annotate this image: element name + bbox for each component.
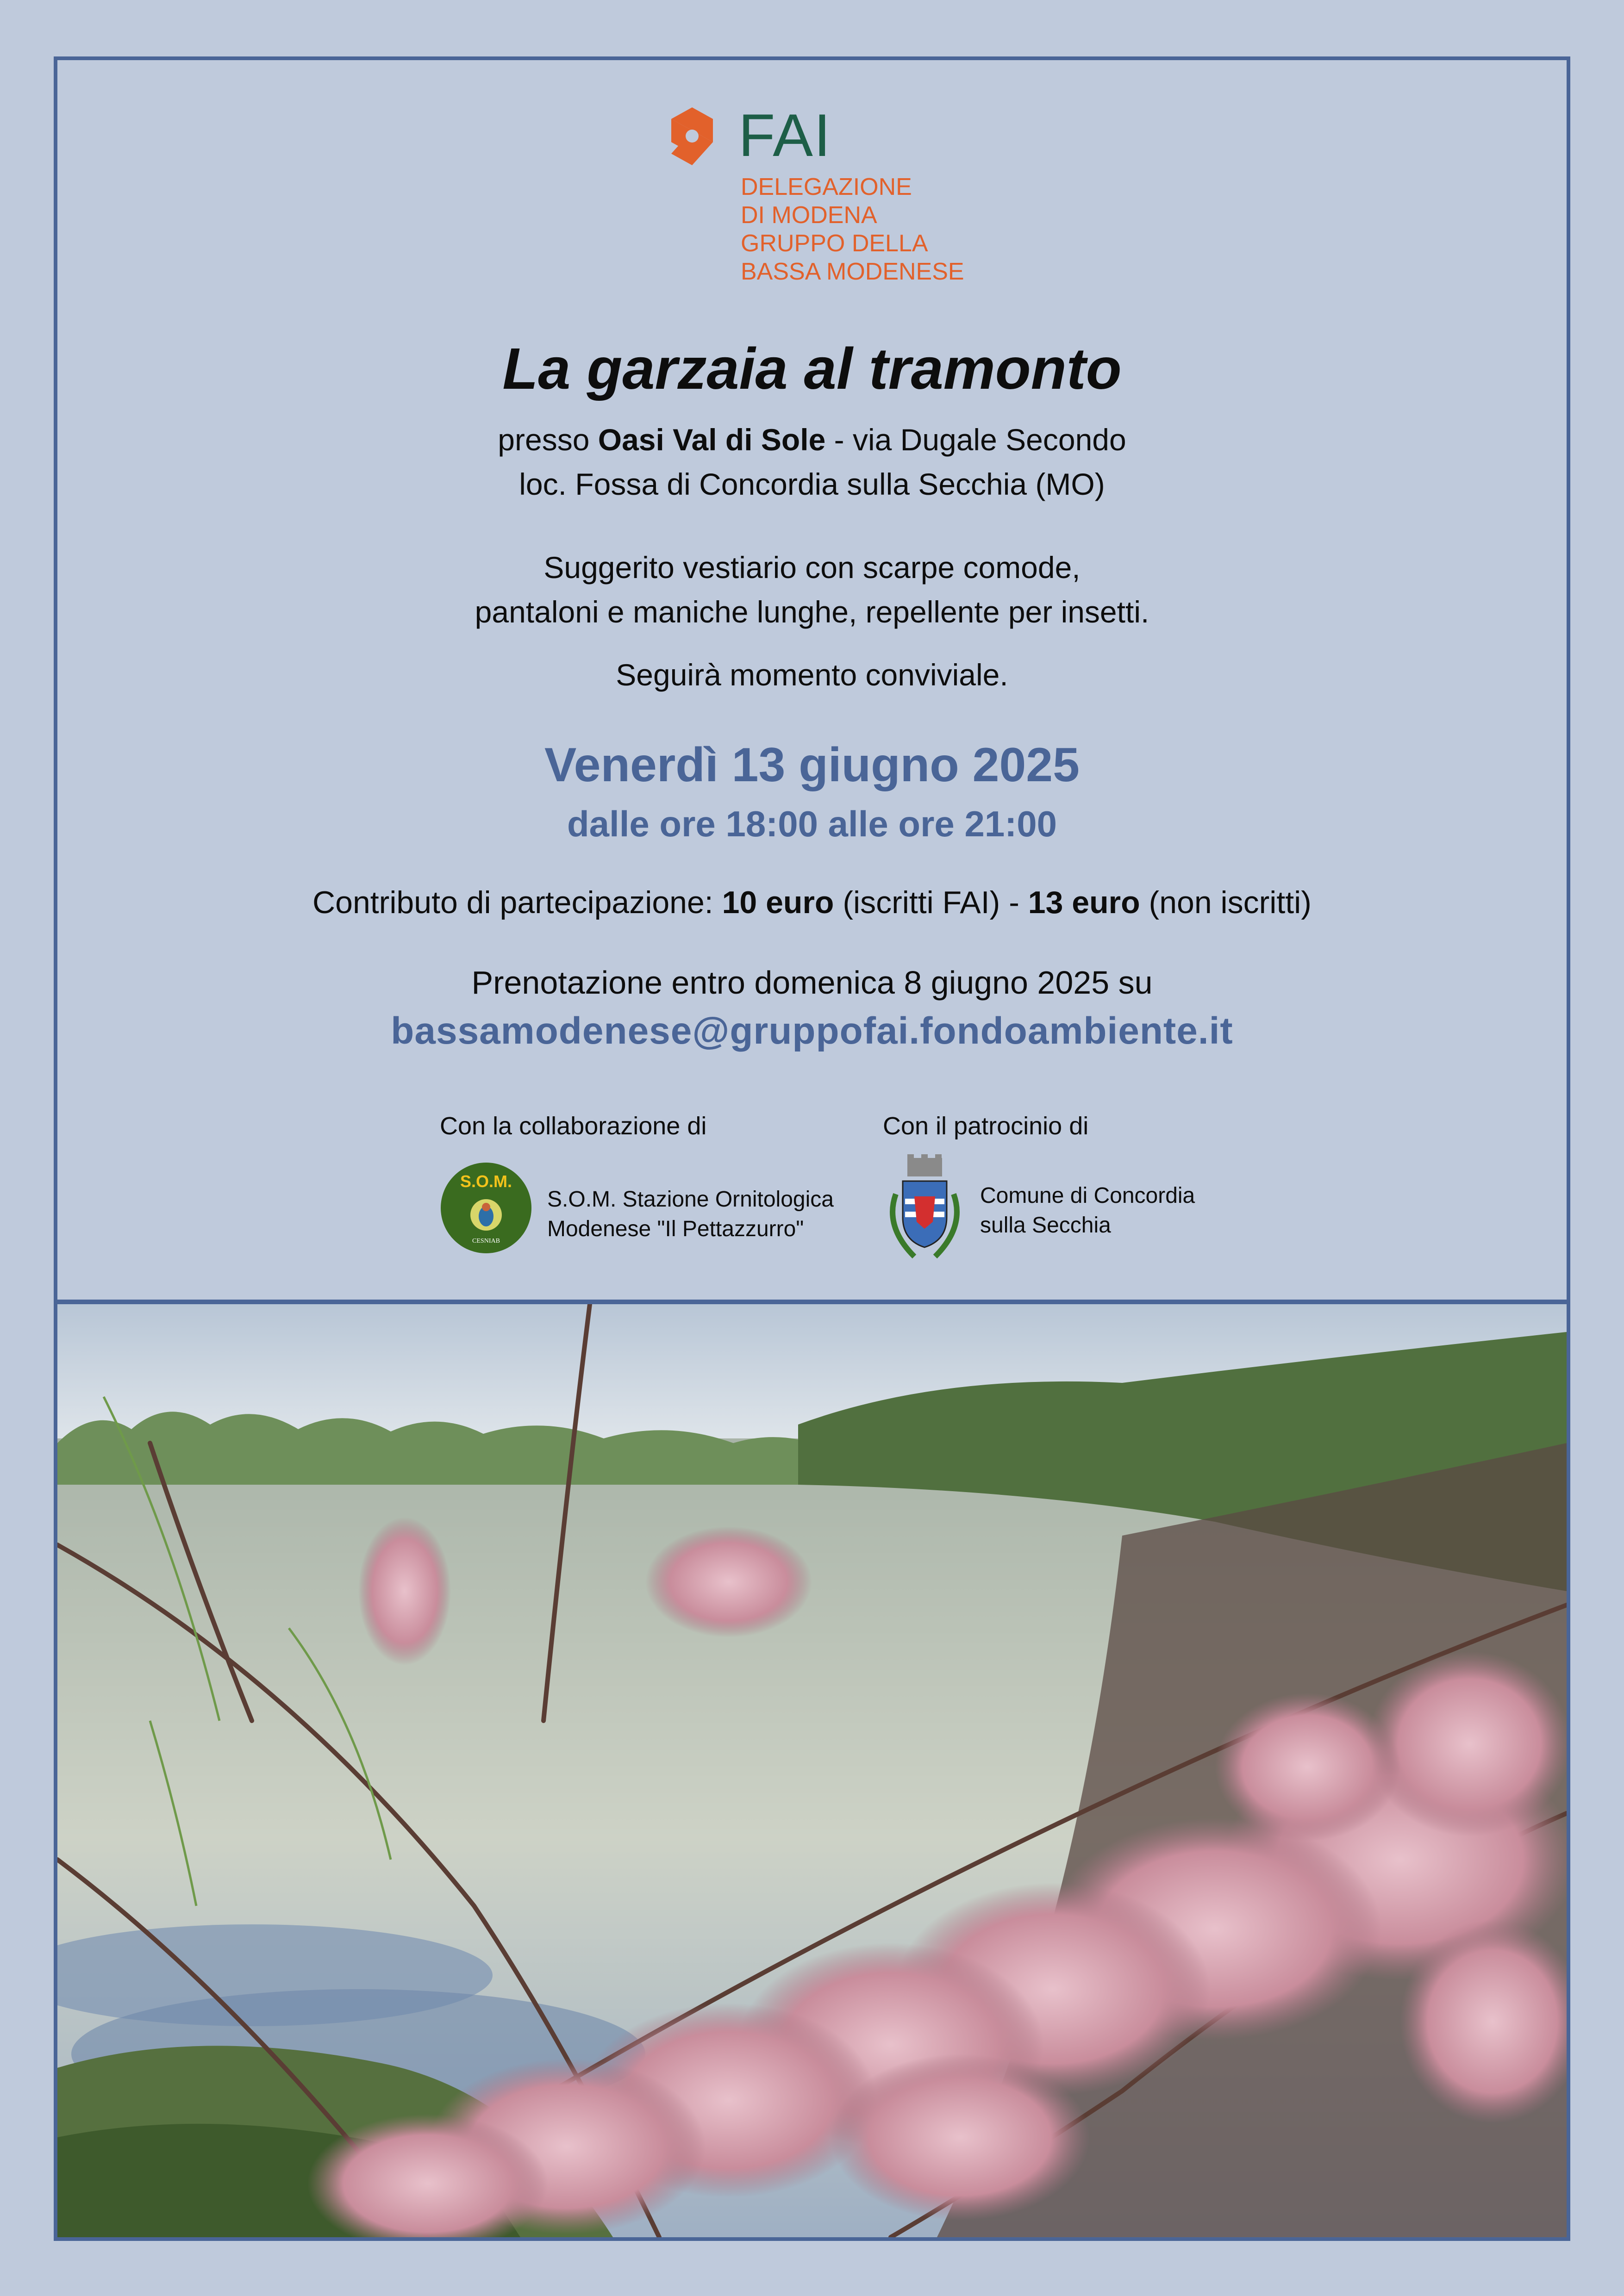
patronage-name-line-1: Comune di Concordia — [980, 1183, 1195, 1208]
booking-note: Prenotazione entro domenica 8 giugno 2025 su — [471, 964, 1153, 1001]
collaboration-name-line-1: S.O.M. Stazione Ornitologica — [547, 1187, 834, 1212]
patronage-heading: Con il patrocinio di — [883, 1112, 1089, 1140]
convivial-note: Seguirà momento conviviale. — [616, 658, 1008, 692]
photo-tamarisk-lake-icon — [57, 1304, 1567, 2237]
fai-line-2: DI MODENA — [741, 202, 877, 229]
fai-delegation-text — [741, 173, 964, 286]
event-time: dalle ore 18:00 alle ore 21:00 — [567, 803, 1057, 844]
contribution-label: Contributo di partecipazione: — [312, 885, 722, 920]
collaboration-name-line-2: Modenese "Il Pettazzurro" — [547, 1217, 804, 1241]
section-divider — [54, 1300, 1570, 1304]
place-suffix: - via Dugale Secondo — [825, 423, 1126, 457]
collaboration-partner-name — [547, 1185, 834, 1244]
patronage-name-line-2: sulla Secchia — [980, 1213, 1111, 1238]
place-prefix: presso — [498, 423, 598, 457]
collaboration-heading: Con la collaborazione di — [440, 1112, 707, 1140]
fai-wordmark: FAI — [738, 101, 832, 169]
patronage-partner-name — [980, 1181, 1195, 1240]
contribution-line — [0, 879, 1624, 926]
venue-name: Oasi Val di Sole — [598, 423, 826, 457]
fai-line-4: BASSA MODENESE — [741, 258, 964, 285]
attire-note — [0, 545, 1624, 634]
attire-line-2: pantaloni e maniche lunghe, repellente per insetti. — [475, 595, 1149, 629]
attire-line-1: Suggerito vestiario con scarpe comode, — [543, 550, 1081, 585]
event-date: Venerdì 13 giugno 2025 — [544, 738, 1080, 792]
fai-logo — [662, 103, 986, 288]
event-title: La garzaia al tramonto — [502, 336, 1122, 401]
fai-line-3: GRUPPO DELLA — [741, 230, 928, 257]
price-non-members-note: (non iscritti) — [1140, 885, 1312, 920]
som-logo-small-text: CESNIAB — [472, 1238, 500, 1244]
som-logo-text: S.O.M. — [460, 1172, 512, 1191]
place-locality: loc. Fossa di Concordia sulla Secchia (MO) — [519, 467, 1105, 501]
municipal-coat-of-arms-icon — [882, 1152, 968, 1263]
fai-line-1: DELEGAZIONE — [741, 174, 912, 200]
price-members-note: (iscritti FAI) - — [834, 885, 1028, 920]
booking-email[interactable]: bassamodenese@gruppofai.fondoambiente.it — [391, 1010, 1233, 1052]
event-place — [0, 417, 1624, 506]
price-members: 10 euro — [722, 885, 834, 920]
fai-emblem-icon — [662, 105, 722, 168]
price-non-members: 13 euro — [1028, 885, 1140, 920]
som-logo-icon — [440, 1162, 532, 1254]
